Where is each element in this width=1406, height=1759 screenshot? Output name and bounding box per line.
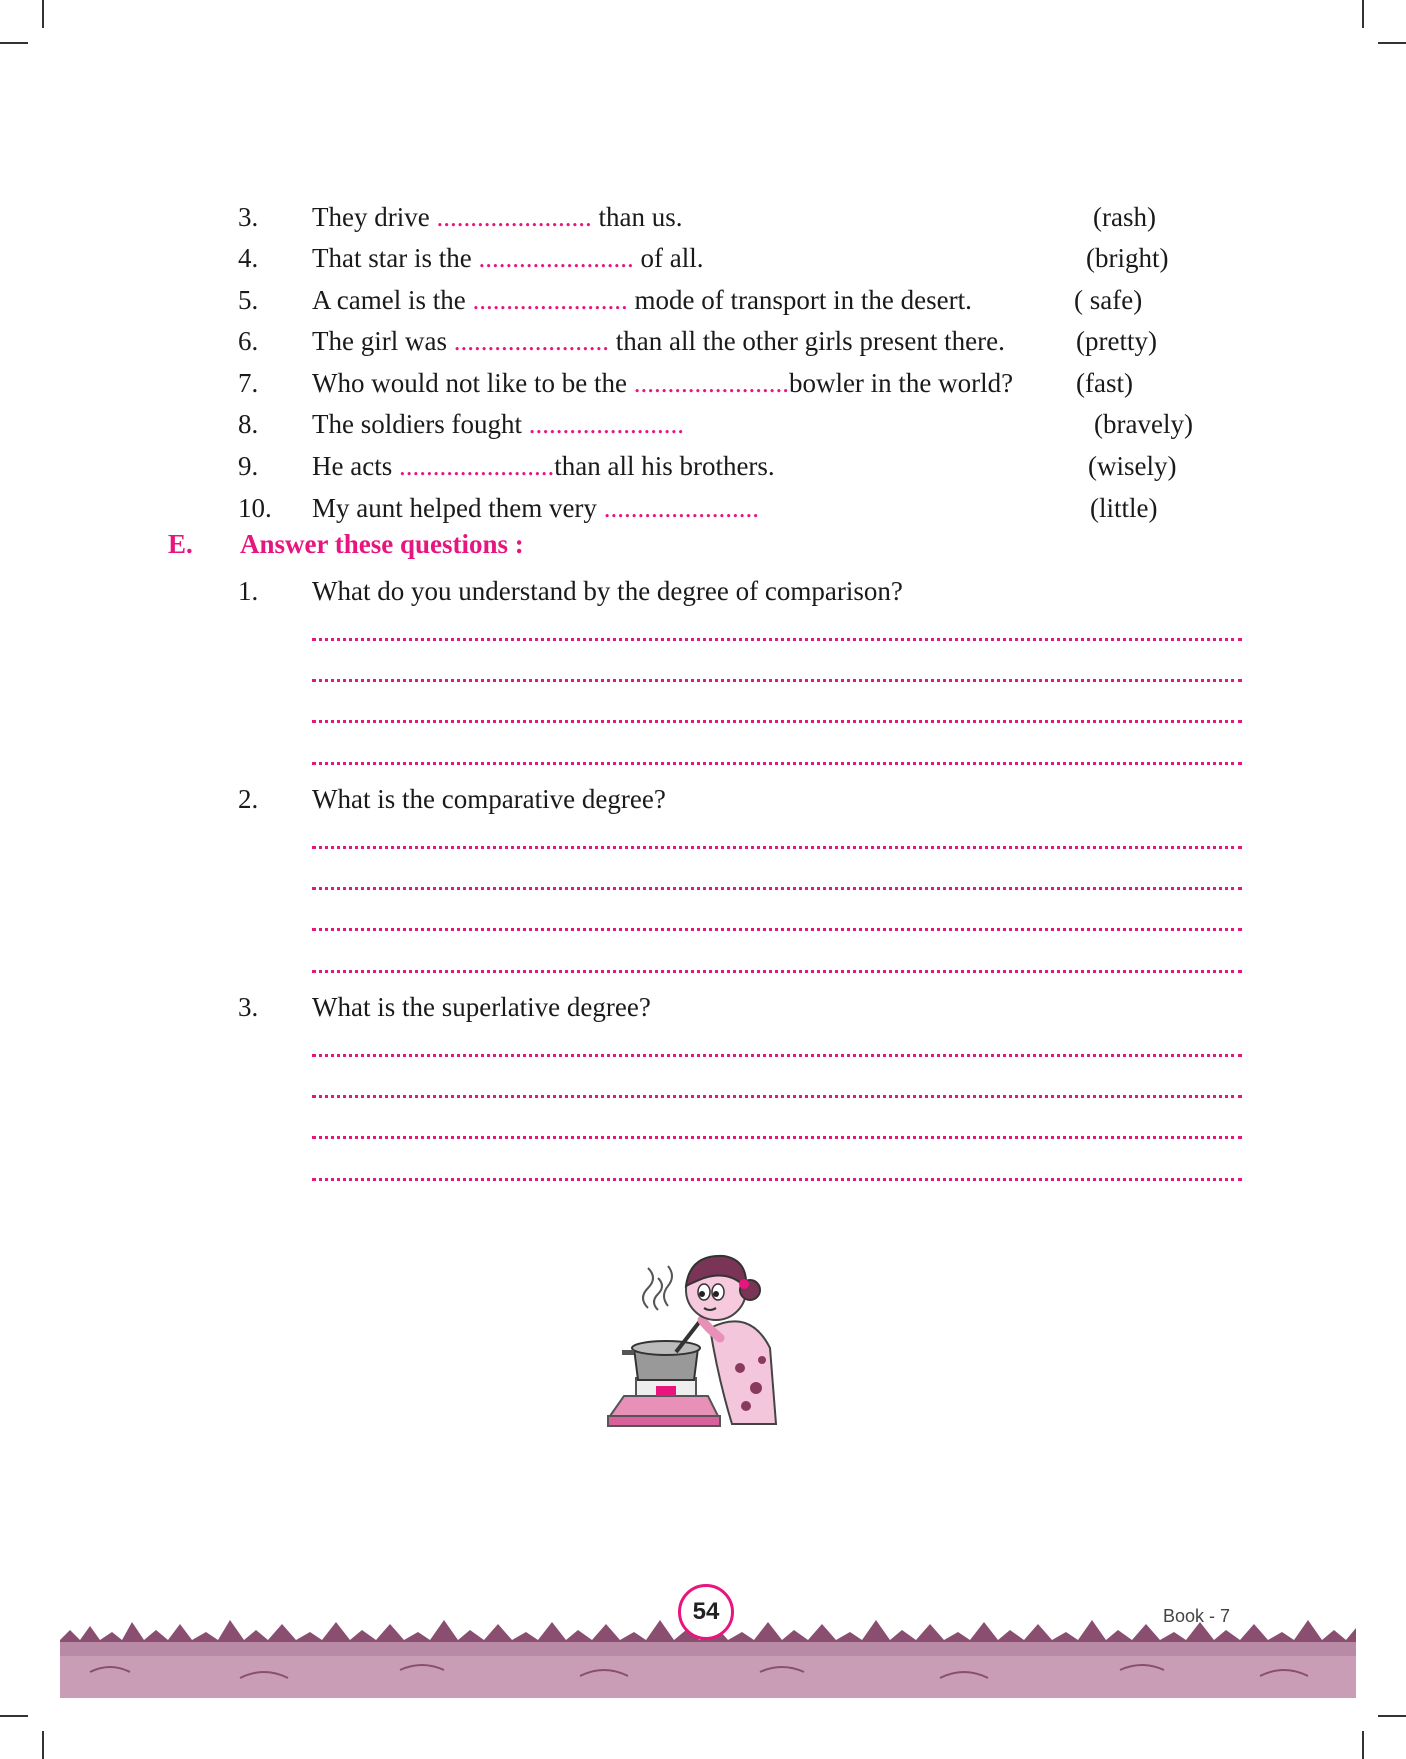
answer-line[interactable] (312, 970, 1242, 973)
exercise-row (238, 488, 1218, 528)
question-row (238, 779, 666, 819)
page-number: 54 (678, 1584, 734, 1640)
exercise-row (238, 404, 1218, 444)
exercise-hint: (fast) (1076, 368, 1133, 398)
crop-mark (0, 1715, 28, 1717)
crop-mark (42, 0, 44, 28)
exercise-number: 4. (238, 243, 259, 273)
sentence-start: They drive (312, 202, 437, 232)
answer-line[interactable] (312, 1136, 1242, 1139)
sentence-end: than all the other girls present there. (608, 326, 1005, 356)
exercise-sentence (312, 446, 775, 486)
answer-line[interactable] (312, 1054, 1242, 1057)
exercise-hint: (wisely) (1088, 451, 1177, 481)
crop-mark (1362, 0, 1364, 28)
exercise-row (238, 321, 1218, 361)
exercise-number: 3. (238, 202, 259, 232)
exercise-hint: ( safe) (1074, 285, 1143, 315)
exercise-sentence (312, 321, 1005, 361)
exercise-sentence (312, 404, 684, 444)
answer-blank[interactable]: ....................... (436, 202, 592, 232)
exercise-number: 5. (238, 285, 259, 315)
crop-mark (42, 1731, 44, 1759)
sentence-end: than all his brothers. (554, 451, 775, 481)
question-number: 1. (238, 576, 259, 606)
question-text: What do you understand by the degree of comparison? (312, 576, 903, 606)
exercise-number: 7. (238, 368, 259, 398)
exercise-number: 8. (238, 409, 259, 439)
sentence-start: Who would not like to be the (312, 368, 634, 398)
sentence-end: than us. (591, 202, 683, 232)
sentence-end: mode of transport in the desert. (627, 285, 972, 315)
exercise-sentence (312, 238, 703, 278)
exercise-sentence (312, 197, 682, 237)
crop-mark (1362, 1731, 1364, 1759)
exercise-number: 9. (238, 451, 259, 481)
answer-blank[interactable]: ....................... (472, 285, 628, 315)
answer-blank[interactable]: ....................... (633, 368, 789, 398)
crop-mark (1378, 1715, 1406, 1717)
question-number: 3. (238, 992, 259, 1022)
sentence-end: bowler in the world? (788, 368, 1014, 398)
section-title: Answer these questions : (240, 529, 524, 559)
answer-line[interactable] (312, 638, 1242, 641)
sentence-start: My aunt helped them very (312, 493, 604, 523)
exercise-sentence (312, 488, 759, 528)
exercise-row (238, 197, 1218, 237)
question-number: 2. (238, 784, 259, 814)
sentence-start: A camel is the (312, 285, 473, 315)
exercise-hint: (pretty) (1076, 326, 1157, 356)
answer-line[interactable] (312, 887, 1242, 890)
crop-mark (0, 42, 28, 44)
answer-line[interactable] (312, 928, 1242, 931)
question-row (238, 987, 651, 1027)
girl-cooking-illustration (600, 1248, 820, 1436)
answer-line[interactable] (312, 762, 1242, 765)
exercise-sentence (312, 363, 1013, 403)
exercise-hint: (little) (1090, 493, 1158, 523)
sentence-start: The girl was (312, 326, 454, 356)
answer-blank[interactable]: ....................... (528, 409, 684, 439)
exercise-number: 6. (238, 326, 259, 356)
answer-blank[interactable]: ....................... (603, 493, 759, 523)
sentence-end: of all. (633, 243, 704, 273)
exercise-sentence (312, 280, 972, 320)
sentence-start: He acts (312, 451, 399, 481)
exercise-hint: (bravely) (1094, 409, 1193, 439)
exercise-hint: (bright) (1086, 243, 1169, 273)
exercise-hint: (rash) (1093, 202, 1156, 232)
exercise-row (238, 446, 1218, 486)
question-row (238, 571, 903, 611)
answer-blank[interactable]: ....................... (398, 451, 555, 481)
sentence-start: The soldiers fought (312, 409, 529, 439)
question-text: What is the comparative degree? (312, 784, 666, 814)
answer-blank[interactable]: ....................... (453, 326, 609, 356)
book-label: Book - 7 (1163, 1606, 1231, 1626)
crop-mark (1378, 42, 1406, 44)
answer-blank[interactable]: ....................... (478, 243, 634, 273)
exercise-row (238, 238, 1218, 278)
answer-line[interactable] (312, 720, 1242, 723)
section-letter: E. (168, 529, 193, 559)
exercise-row (238, 280, 1218, 320)
answer-line[interactable] (312, 679, 1242, 682)
question-text: What is the superlative degree? (312, 992, 651, 1022)
exercise-number: 10. (238, 493, 272, 523)
answer-line[interactable] (312, 1095, 1242, 1098)
answer-line[interactable] (312, 846, 1242, 849)
exercise-row (238, 363, 1218, 403)
answer-line[interactable] (312, 1178, 1242, 1181)
sentence-start: That star is the (312, 243, 479, 273)
